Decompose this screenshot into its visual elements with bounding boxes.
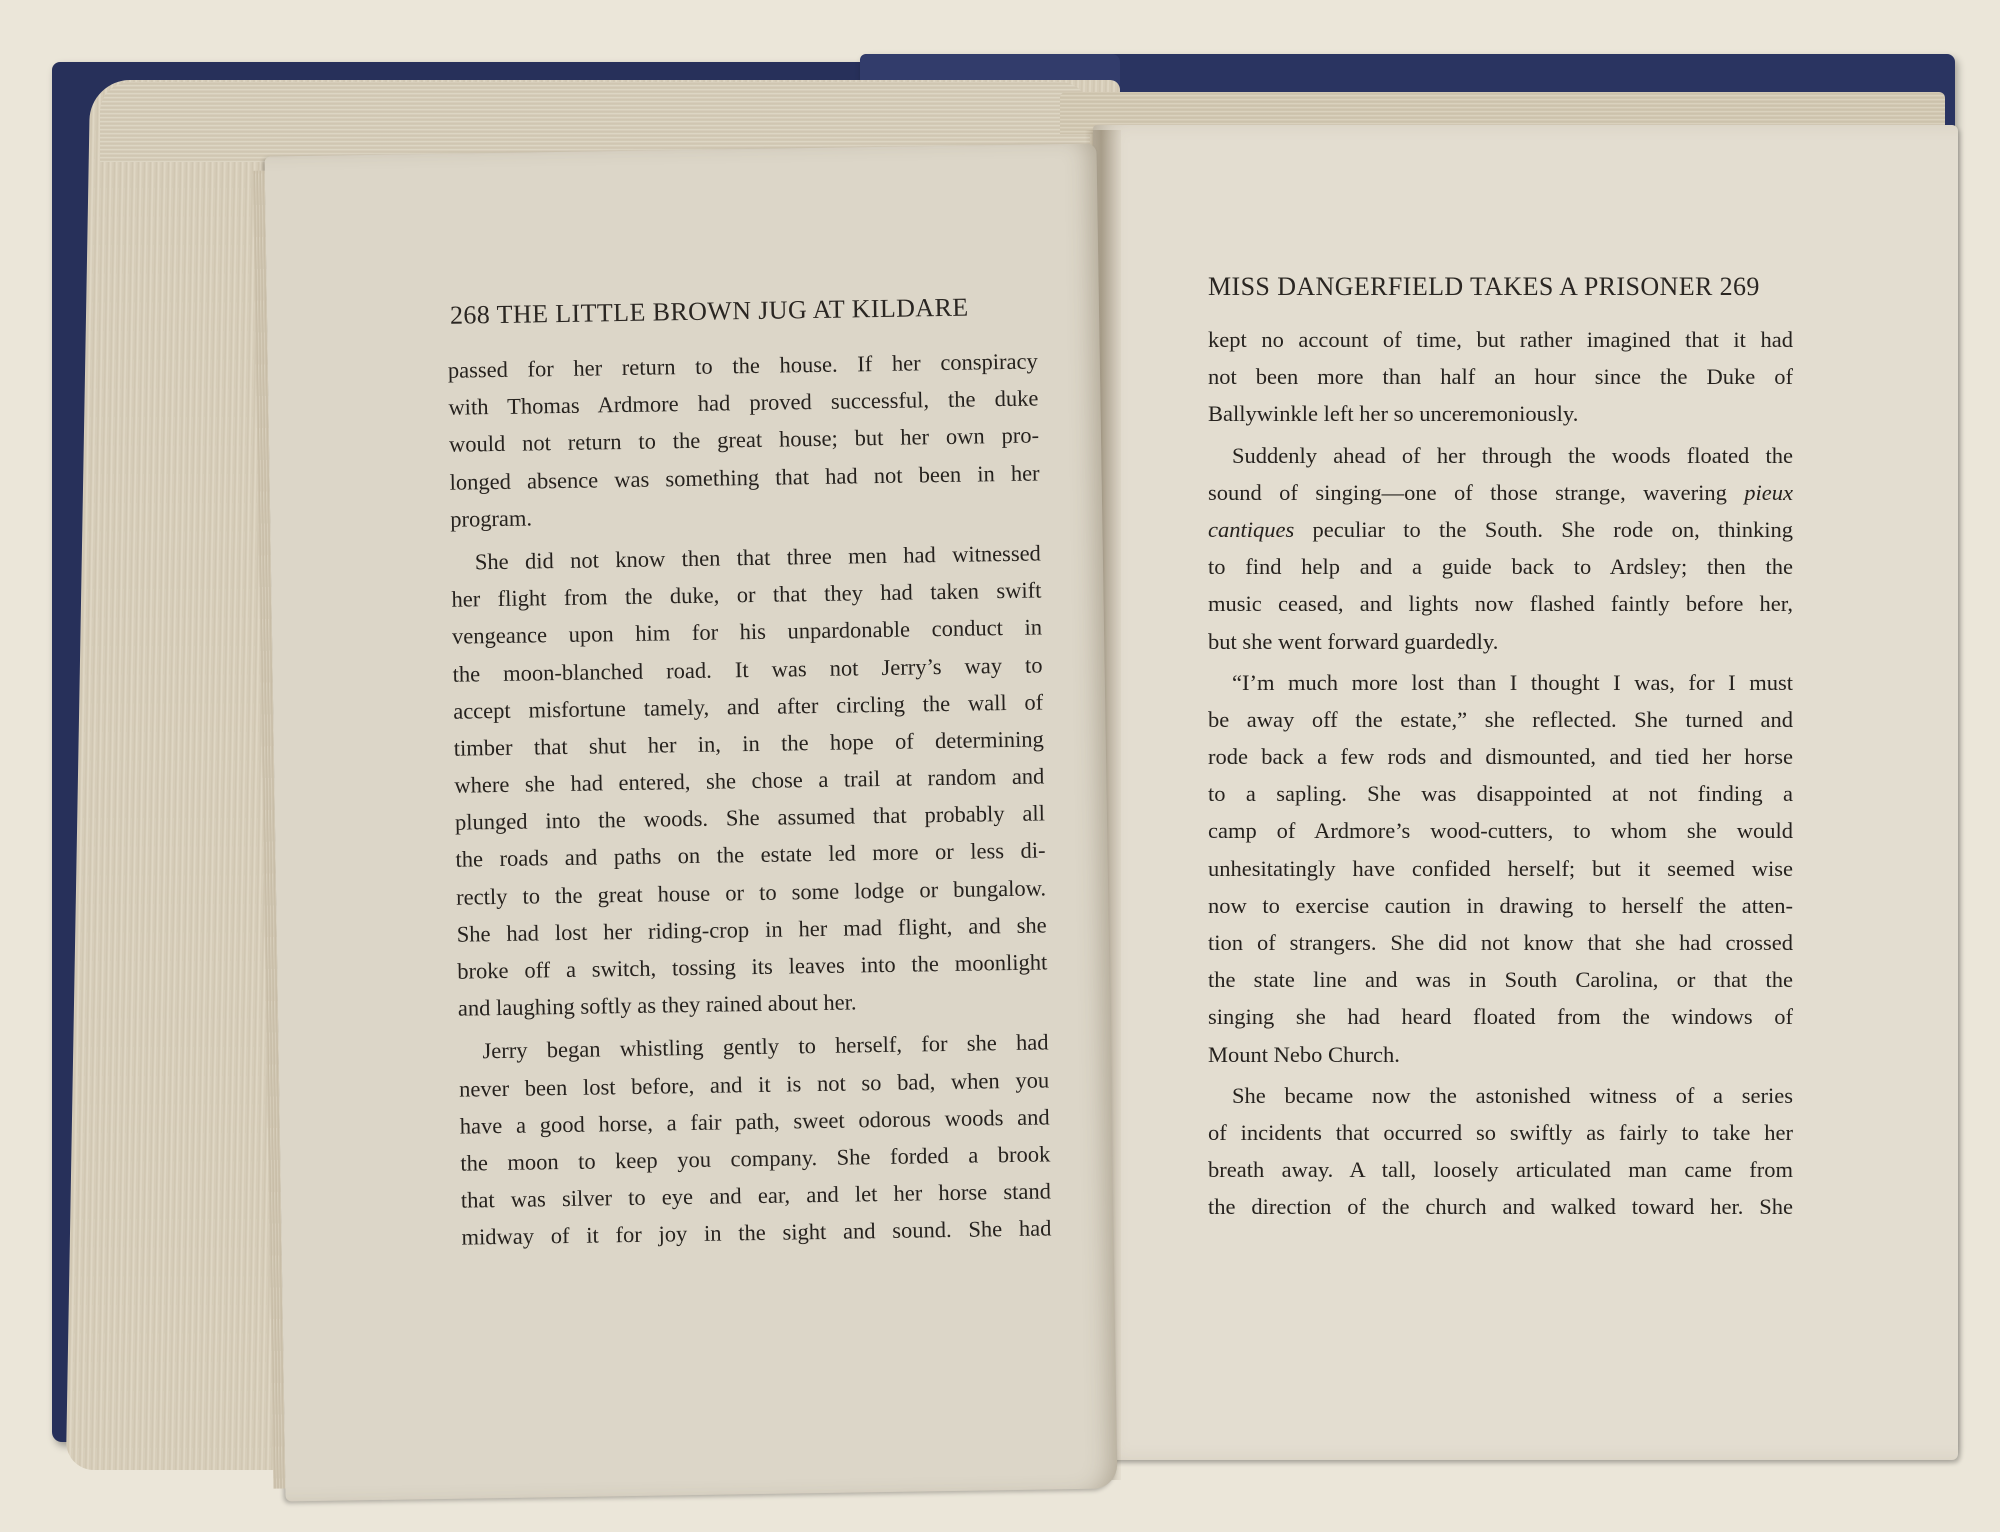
italic-text: cantiques (1208, 516, 1295, 542)
text-line: of incidents that occurred so swiftly as fairly to take her (1208, 1119, 1793, 1145)
text-line: the moon-blanched road. It was not Jerry’s way to (452, 651, 1043, 687)
text-line (1208, 474, 1793, 511)
text-line: She had lost her riding-crop in her mad flight, and she (456, 912, 1047, 947)
text-line: timber that shut her in, in the hope of determining (453, 726, 1044, 761)
left-page (264, 144, 1117, 1502)
text-line: Suddenly ahead of her through the woods floated the (1232, 442, 1793, 468)
running-head-left: 268 THE LITTLE BROWN JUG AT KILDARE (449, 292, 969, 330)
text-line: the state line and was in South Carolina, or that the (1208, 967, 1793, 993)
text-line: the roads and paths on the estate led more or less di- (455, 837, 1046, 873)
text-line: to a sapling. She was disappointed at not finding a (1208, 781, 1793, 807)
text-line: would not return to the great house; but her own pro- (448, 422, 1040, 458)
text-line: breath away. A tall, loosely articulated man came from (1208, 1157, 1793, 1183)
text-line: the moon to keep you company. She forded a brook (460, 1141, 1051, 1176)
text-line: midway of it for joy in the sight and sound. She had (461, 1215, 1052, 1250)
left-page-text (448, 342, 1052, 1256)
text-line: to find help and a guide back to Ardsley; then the (1208, 554, 1793, 580)
italic-text: pieux (1744, 479, 1793, 505)
text-line: unhesitatingly have confided herself; but it seemed wise (1208, 855, 1793, 881)
text-line: She did not know then that three men had witnessed (474, 540, 1042, 575)
text-line: accept misfortune tamely, and after circling the wall of (453, 689, 1044, 724)
text-line: and laughing softly as they rained about her. (457, 989, 857, 1021)
text-line: kept no account of time, but rather imagined that it had (1208, 327, 1793, 352)
text-line: camp of Ardmore’s wood-cutters, to whom she would (1208, 818, 1793, 844)
text-line: that was silver to eye and ear, and let her horse stand (460, 1178, 1052, 1213)
text-line (1208, 511, 1793, 548)
text-line: but she went forward guardedly. (1208, 628, 1499, 654)
right-page (1093, 125, 1958, 1460)
text-line: rode back a few rods and dismounted, and tied her horse (1208, 744, 1793, 770)
text-line: singing she had heard floated from the windows of (1208, 1004, 1793, 1030)
text-line: have a good horse, a fair path, sweet odorous woods and (459, 1104, 1050, 1139)
text-line: Mount Nebo Church. (1208, 1041, 1400, 1067)
text-line: passed for her return to the house. If her conspiracy (447, 348, 1038, 383)
text-line: broke off a switch, tossing its leaves into the moonlight (457, 949, 1048, 984)
text-line: “I’m much more lost than I thought I was, for I must (1232, 669, 1793, 695)
text-line: her flight from the duke, or that they had taken swift (451, 577, 1042, 612)
text-line: tion of strangers. She did not know that she had crossed (1208, 930, 1793, 955)
text-line: program. (450, 505, 533, 532)
text-line: Ballywinkle left her so unceremoniously. (1208, 401, 1579, 427)
text-line: She became now the astonished witness of a series (1232, 1082, 1793, 1108)
text-line: Jerry began whistling gently to herself, for she had (482, 1029, 1049, 1064)
text-line: plunged into the woods. She assumed that probably all (454, 800, 1046, 835)
text-span: sound of singing—one of those strange, wavering (1208, 479, 1745, 505)
running-head-right: MISS DANGERFIELD TAKES A PRISONER 269 (1208, 272, 1760, 301)
text-line: music ceased, and lights now flashed faintly before her, (1208, 591, 1793, 617)
text-line: where she had entered, she chose a trail at random and (454, 763, 1045, 798)
text-line: never been lost before, and it is not so bad, when you (458, 1066, 1050, 1102)
text-span: peculiar to the South. She rode on, thinking (1294, 516, 1793, 542)
text-line: now to exercise caution in drawing to herself the atten- (1208, 892, 1793, 918)
text-line: not been more than half an hour since the Duke of (1208, 364, 1793, 390)
text-line: the direction of the church and walked toward her. She (1208, 1194, 1793, 1220)
text-line: vengeance upon him for his unpardonable conduct in (451, 614, 1043, 650)
text-line: be away off the estate,” she reflected. She turned and (1208, 706, 1793, 732)
text-line: rectly to the great house or to some lodge or bungalow. (455, 875, 1047, 910)
text-line: with Thomas Ardmore had proved successful, the duke (448, 385, 1039, 420)
text-line: longed absence was something that had not been in her (449, 460, 1040, 495)
right-page-text (1208, 321, 1793, 1226)
